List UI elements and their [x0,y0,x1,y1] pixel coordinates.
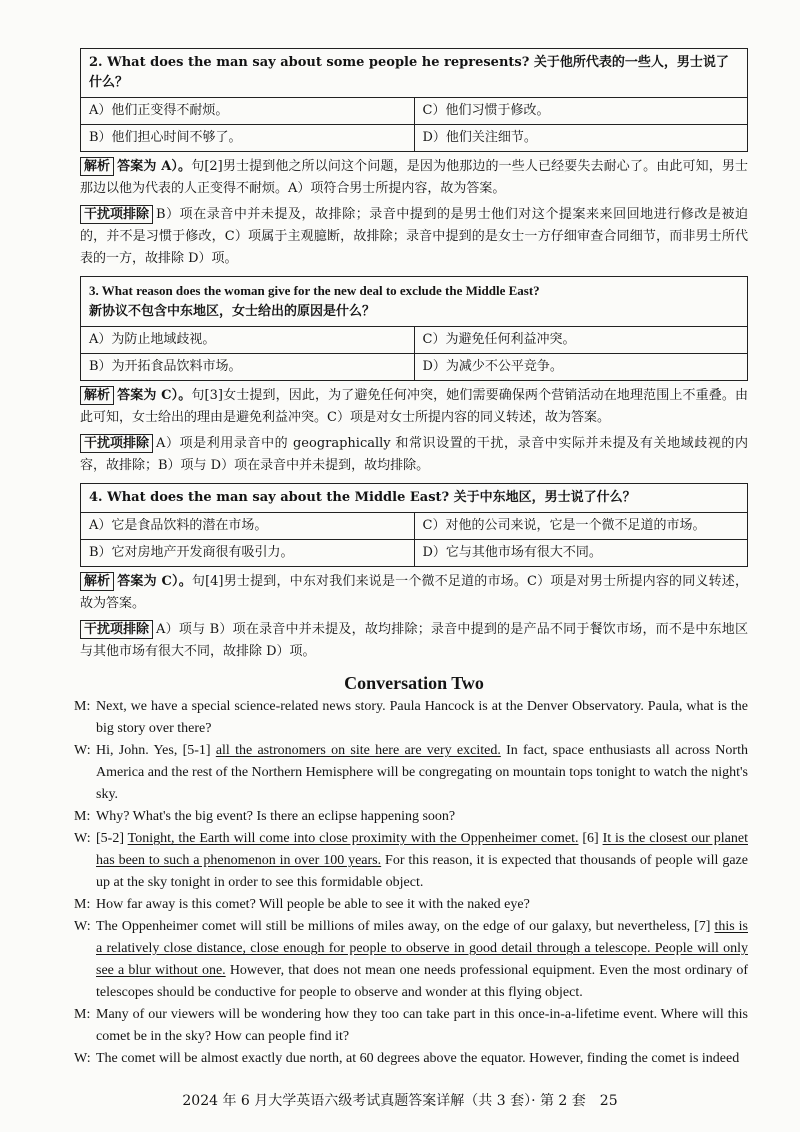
q3-option-d: D）为减少不公平竞争。 [414,354,748,381]
underlined-segment: this is a relatively close distance, close enough for people to observe in good detail through a telescope. People will only see a blur without one. [96,919,748,978]
text-segment: [6] [578,831,603,846]
text-segment: Hi, John. Yes, [5-1] [96,743,216,758]
speaker-label: M: [74,809,91,824]
q3-option-c: C）为避免任何利益冲突。 [414,327,748,354]
answer-label: 答案为 C）。 [117,388,192,403]
speaker-label: M: [74,699,91,714]
q2-distractor [80,204,748,270]
q2-option-d: D）他们关注细节。 [414,125,748,152]
speaker-label: W: [74,743,91,758]
analysis-text: 句[2]男士提到他之所以问这个问题，是因为他那边的一些人已经要失去耐心了。由此可知，男士那边以他为代表的人正变得不耐烦。A）项符合男士所提内容，故为答案。 [80,159,748,196]
speaker-label: M: [74,1007,91,1022]
question-3-en: 3. What reason does the woman give for the new deal to exclude the Middle East? [89,283,540,298]
question-4-text: 4. What does the man say about the Middle East? 关于中东地区，男士说了什么？ [81,484,748,513]
text-segment: The Oppenheimer comet will still be millions of miles away, on the edge of our galaxy, but nevertheless, [7] [96,919,715,934]
question-4-table [80,483,748,567]
q3-option-b: B）为开拓食品饮料市场。 [81,354,415,381]
q3-option-a: A）为防止地域歧视。 [81,327,415,354]
dialogue-line [74,740,748,806]
q4-option-a: A）它是食品饮料的潜在市场。 [81,513,415,540]
dialogue-text [96,740,748,806]
question-3-text [81,277,748,327]
dialogue-line [74,894,748,916]
q4-option-c: C）对他的公司来说，它是一个微不足道的市场。 [414,513,748,540]
q2-option-c: C）他们习惯于修改。 [414,98,748,125]
q4-option-d: D）它与其他市场有很大不同。 [414,540,748,567]
analysis-text: 句[4]男士提到，中东对我们来说是一个微不足道的市场。C）项是对男士所提内容的同义转述，故为答案。 [80,574,748,611]
distractor-text: A）项与 B）项在录音中并未提及，故均排除；录音中提到的是产品不同于餐饮市场，而不是中东地区与其他市场有很大不同，故排除 D）项。 [80,622,748,659]
distractor-text: A）项是利用录音中的 geographically 和常识设置的干扰，录音中实际并未提及有关地域歧视的内容，故排除；B）项与 D）项在录音中并未提到，故均排除。 [80,436,748,473]
q2-option-b: B）他们担心时间不够了。 [81,125,415,152]
speaker-label: W: [74,831,91,846]
speaker-label: W: [74,919,91,934]
underlined-segment: It is the closest our planet has been to such a phenomenon in over 100 years. [96,831,749,868]
q4-option-b: B）它对房地产开发商很有吸引力。 [81,540,415,567]
text-segment: However, that does not mean one needs professional equipment. Even the most ordinary of telescopes should be conductive for people to observe and wonder at this flying object. [96,963,748,1000]
underlined-segment: Tonight, the Earth will come into close proximity with the Oppenheimer comet. [127,831,579,846]
dialogue-text: Many of our viewers will be wondering how they too can take part in this once-in-a-lifetime event. Where will this comet be in the sky? How can people find it? [96,1007,748,1044]
conversation-title: Conversation Two [344,673,484,693]
dialogue-text: Why? What's the big event? Is there an eclipse happening soon? [96,809,456,824]
text-segment: In fact, space enthusiasts all across North America and the rest of the Northern Hemisphere will be congregating on mountain tops tonight to watch the night's sky. [96,743,748,802]
dialogue-text [96,916,748,1004]
q2-option-a: A）他们正变得不耐烦。 [81,98,415,125]
dialogue-line [74,1004,748,1048]
answer-label: 答案为 A）。 [117,159,192,174]
question-3-cn: 新协议不包含中东地区，女士给出的原因是什么？ [89,304,376,319]
dialogue-text: Next, we have a special science-related news story. Paula Hancock is at the Denver Observatory. Paula, what is the big story over there? [96,699,748,736]
analysis-tag: 解析 [80,386,114,405]
dialogue-line [74,1048,748,1070]
text-segment: For this reason, it is expected that thousands of people will gaze up at the sky tonight in order to see this formidable object. [96,853,748,890]
answer-label: 答案为 C）。 [117,574,192,589]
distractor-text: B）项在录音中并未提及，故排除；录音中提到的是男士他们对这个提案来来回回地进行修改是被迫的，并不是习惯于修改，C）项属于主观臆断，故排除；录音中提到的是女士一方仔细审查合同细节，而非男士所代表的一方，故排除 D）项。 [80,207,748,266]
dialogue-line [74,916,748,1004]
text-segment: [5-2] [96,831,128,846]
dialogue-text: The comet will be almost exactly due north, at 60 degrees above the equator. However, finding the comet is indeed [96,1051,740,1066]
dialogue-line [74,828,749,894]
dialogue-text [96,828,748,894]
dialogue-text: How far away is this comet? Will people be able to see it with the naked eye? [96,897,530,912]
speaker-label: W: [74,1051,91,1066]
speaker-label: M: [74,897,91,912]
analysis-text: 句[3]女士提到，因此，为了避免任何冲突，她们需要确保两个营销活动在地理范围上不重叠。由此可知，女士给出的理由是避免利益冲突。C）项是对女士所提内容的同义转述，故为答案。 [80,388,748,425]
analysis-tag: 解析 [80,157,114,176]
distractor-tag: 干扰项排除 [80,434,153,453]
dialogue-line [74,696,748,740]
question-3-table [80,276,748,381]
question-2-text: 2. What does the man say about some people he represents? 关于他所代表的一些人，男士说了什么？ [81,49,748,98]
q3-analysis [80,385,748,429]
dialogue-line [74,806,748,828]
analysis-tag: 解析 [80,572,114,591]
distractor-tag: 干扰项排除 [80,620,153,639]
page-footer: 2024 年 6 月大学英语六级考试真题答案详解（共 3 套）· 第 2 套 25 [182,1093,618,1109]
q3-distractor [80,433,748,477]
q4-distractor [80,619,748,663]
question-2-table [80,48,748,152]
q2-analysis [80,156,748,200]
underlined-segment: all the astronomers on site here are very excited. [215,743,501,758]
q4-analysis [80,571,748,615]
distractor-tag: 干扰项排除 [80,205,153,224]
